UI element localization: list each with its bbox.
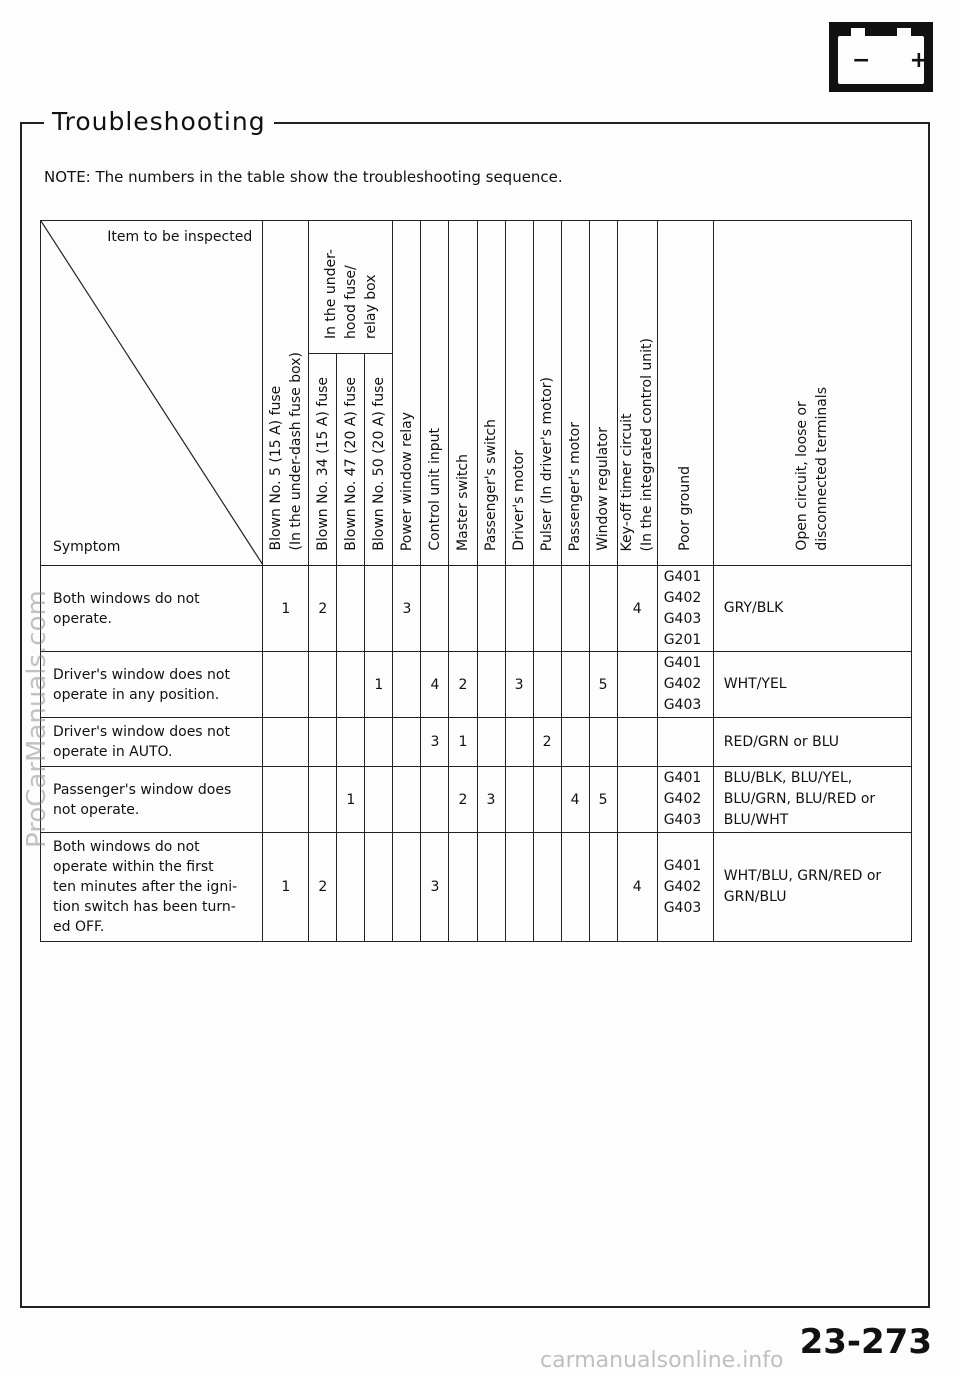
symptom-cell: Passenger's window does not operate. <box>41 767 263 833</box>
sequence-cell <box>589 566 617 652</box>
sequence-cell <box>393 833 421 942</box>
symptom-cell: Driver's window does not operate in any position. <box>41 652 263 718</box>
symptom-cell: Both windows do not operate within the first ten minutes after the igni- tion switch has been turn- ed OFF. <box>41 833 263 942</box>
sequence-cell <box>309 652 337 718</box>
sequence-cell: 1 <box>449 718 477 767</box>
sequence-cell <box>449 833 477 942</box>
page-number: 23-273 <box>799 1322 932 1362</box>
col-header-fuse-5 <box>263 221 309 566</box>
note-text: NOTE: The numbers in the table show the troubleshooting sequence. <box>44 168 563 186</box>
sequence-cell <box>449 566 477 652</box>
sequence-cell: 3 <box>393 566 421 652</box>
sequence-cell <box>505 767 533 833</box>
col-label: Open circuit, loose or disconnected terminals <box>794 387 831 551</box>
ground-cell: G401 G402 G403 G201 <box>657 566 713 652</box>
group-label: In the under- hood fuse/ relay box <box>322 249 379 340</box>
table-row <box>41 718 912 767</box>
sequence-cell <box>533 566 561 652</box>
sequence-cell <box>477 566 505 652</box>
sequence-cell <box>365 767 393 833</box>
col-header-window-regulator <box>589 221 617 566</box>
battery-body <box>838 36 928 84</box>
col-header-fuse-34 <box>309 354 337 566</box>
sequence-cell <box>589 833 617 942</box>
col-label: Blown No. 34 (15 A) fuse <box>314 377 331 551</box>
sequence-cell <box>337 718 365 767</box>
col-header-pulser <box>533 221 561 566</box>
sequence-cell <box>589 718 617 767</box>
ground-cell <box>657 718 713 767</box>
table-row <box>41 767 912 833</box>
col-label: Key-off timer circuit (In the integrated control unit) <box>619 337 656 551</box>
sequence-cell: 3 <box>505 652 533 718</box>
table-row <box>41 652 912 718</box>
sequence-cell <box>421 566 449 652</box>
sequence-cell <box>533 833 561 942</box>
watermark-left: ProCarManuals.com <box>22 590 52 848</box>
sequence-cell: 4 <box>421 652 449 718</box>
col-header-passengers-motor <box>561 221 589 566</box>
sequence-cell <box>561 566 589 652</box>
sequence-cell <box>477 652 505 718</box>
col-header-key-off-timer <box>617 221 657 566</box>
sequence-cell: 1 <box>263 566 309 652</box>
col-label: Pulser (In driver's motor) <box>539 376 556 551</box>
group-header-underhood <box>309 221 393 354</box>
col-label: Blown No. 50 (20 A) fuse <box>370 377 387 551</box>
sequence-cell <box>393 718 421 767</box>
col-header-master-switch <box>449 221 477 566</box>
col-header-passengers-switch <box>477 221 505 566</box>
sequence-cell <box>477 833 505 942</box>
sequence-cell: 3 <box>477 767 505 833</box>
open-circuit-cell: RED/GRN or BLU <box>713 718 911 767</box>
sequence-cell <box>617 767 657 833</box>
col-label: Control unit input <box>426 428 443 551</box>
battery-signs: − + <box>852 48 928 73</box>
col-header-drivers-motor <box>505 221 533 566</box>
sequence-cell: 1 <box>263 833 309 942</box>
sequence-cell: 4 <box>617 833 657 942</box>
symptom-label: Symptom <box>53 539 121 555</box>
sequence-cell <box>263 718 309 767</box>
open-circuit-cell: GRY/BLK <box>713 566 911 652</box>
sequence-cell: 2 <box>309 833 337 942</box>
ground-cell: G401 G402 G403 <box>657 767 713 833</box>
sequence-cell <box>263 767 309 833</box>
sequence-cell <box>337 833 365 942</box>
col-header-fuse-47 <box>337 354 365 566</box>
col-label: Power window relay <box>398 411 415 551</box>
sequence-cell <box>561 652 589 718</box>
symptom-cell: Both windows do not operate. <box>41 566 263 652</box>
sequence-cell <box>393 652 421 718</box>
battery-icon <box>829 22 933 92</box>
sequence-cell: 2 <box>449 767 477 833</box>
watermark-bottom: carmanualsonline.info <box>540 1348 784 1373</box>
sequence-cell: 5 <box>589 767 617 833</box>
col-header-fuse-50 <box>365 354 393 566</box>
ground-cell: G401 G402 G403 <box>657 652 713 718</box>
sequence-cell <box>309 767 337 833</box>
sequence-cell <box>421 767 449 833</box>
col-header-control-unit-input <box>421 221 449 566</box>
col-label: Blown No. 47 (20 A) fuse <box>342 377 359 551</box>
sequence-cell <box>365 718 393 767</box>
sequence-cell: 1 <box>337 767 365 833</box>
sequence-cell: 2 <box>449 652 477 718</box>
sequence-cell <box>263 652 309 718</box>
col-label: Blown No. 5 (15 A) fuse (In the under-dash fuse box) <box>267 352 304 551</box>
col-label: Passenger's switch <box>483 418 500 551</box>
sequence-cell: 2 <box>533 718 561 767</box>
sequence-cell <box>617 718 657 767</box>
table-row <box>41 833 912 942</box>
sequence-cell <box>365 566 393 652</box>
sequence-cell: 1 <box>365 652 393 718</box>
sequence-cell <box>533 652 561 718</box>
section-title: Troubleshooting <box>44 104 274 140</box>
sequence-cell <box>561 833 589 942</box>
troubleshooting-table <box>40 220 912 942</box>
col-label: Driver's motor <box>511 450 528 551</box>
col-header-power-window-relay <box>393 221 421 566</box>
sequence-cell: 5 <box>589 652 617 718</box>
sequence-cell <box>533 767 561 833</box>
sequence-cell <box>505 718 533 767</box>
sequence-cell: 2 <box>309 566 337 652</box>
sequence-cell: 3 <box>421 718 449 767</box>
sequence-cell <box>337 566 365 652</box>
sequence-cell: 4 <box>561 767 589 833</box>
open-circuit-cell: WHT/YEL <box>713 652 911 718</box>
sequence-cell <box>505 566 533 652</box>
item-inspected-label: Item to be inspected <box>107 229 253 245</box>
sequence-cell <box>617 652 657 718</box>
sequence-cell <box>561 718 589 767</box>
sequence-cell: 4 <box>617 566 657 652</box>
col-label: Passenger's motor <box>567 421 584 551</box>
open-circuit-cell: WHT/BLU, GRN/RED or GRN/BLU <box>713 833 911 942</box>
corner-header <box>41 221 263 566</box>
sequence-cell <box>477 718 505 767</box>
col-label: Poor ground <box>677 466 694 551</box>
sequence-cell: 3 <box>421 833 449 942</box>
sequence-cell <box>365 833 393 942</box>
col-header-poor-ground <box>657 221 713 566</box>
corner-diagonal <box>41 221 263 565</box>
sequence-cell <box>309 718 337 767</box>
col-label: Master switch <box>454 454 471 551</box>
table-row <box>41 566 912 652</box>
col-label: Window regulator <box>595 427 612 551</box>
sequence-cell <box>337 652 365 718</box>
open-circuit-cell: BLU/BLK, BLU/YEL, BLU/GRN, BLU/RED or BLU/WHT <box>713 767 911 833</box>
ground-cell: G401 G402 G403 <box>657 833 713 942</box>
sequence-cell <box>505 833 533 942</box>
sequence-cell <box>393 767 421 833</box>
symptom-cell: Driver's window does not operate in AUTO. <box>41 718 263 767</box>
col-header-open-circuit <box>713 221 911 566</box>
